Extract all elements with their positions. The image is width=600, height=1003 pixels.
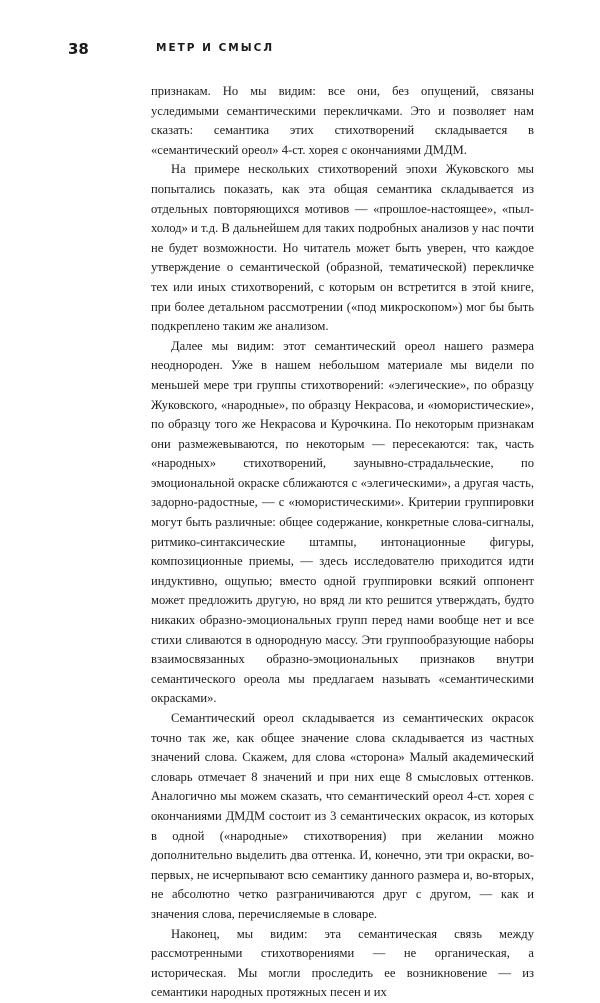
body-text bbox=[151, 82, 534, 1003]
running-title: МЕТР И СМЫСЛ bbox=[156, 42, 275, 54]
paragraph-continuation: признакам. Но мы видим: все они, без опущений, связаны уследимыми семантическими перекличками. Это и позволяет нам сказать: семантика этих стихотворений складывается в «семантический ореол» 4-ст. хорея с окончаниями ДМДМ. bbox=[151, 84, 534, 157]
page-header bbox=[68, 40, 540, 60]
paragraph: Наконец, мы видим: эта семантическая связь между рассмотренными стихотворениями — не органическая, а историческая. Мы могли проследить ее возникновение — из семантики народных протяжных песен и их bbox=[151, 926, 534, 1000]
paragraph: На примере нескольких стихотворений эпохи Жуковского мы попытались показать, как эта общая семантика складывается из отдельных повторяющихся мотивов — «прошлое-настоящее», «пыл-холод» и т.д. В дальнейшем для таких подробных анализов у нас почти не будет возможности. Но читатель может быть уверен, что каждое утверждение о семантической (образной, тематической) перекличке тех или иных стихотворений, с которым он встретится в этой книге, при более детальном рассмотрении («под микроскопом») мог бы быть подкреплено таким же анализом. bbox=[151, 162, 534, 334]
paragraph: Далее мы видим: этот семантический ореол нашего размера неоднороден. Уже в нашем небольшом материале мы видели по меньшей мере три группы стихотворений: «элегические», по образцу Жуковского, «народные», по образцу Некрасова, и «юмористические», по образцу того же Некрасова и Курочкина. По некоторым признакам они размежевываются, по некоторым — пересекаются: так, часть «народных» стихотворений, заунывно-страдальческие, по эмоциональной окраске сближаются с «элегическими», а другая часть, задорно-радостные, — с «юмористическими». Критерии группировки могут быть различные: общее содержание, конкретные слова-сигналы, ритмико-синтаксические штампы, интонационные фигуры, композиционные приемы, — здесь исследователю приходится идти индуктивно, ощупью; вместо одной группировки всякий оппонент может предложить другую, но вряд ли кто решится утверждать, будто никаких образно-эмоциональных групп перед нами вообще нет и все стихи сливаются в однородную массу. Эти группообразующие наборы взаимосвязанных образно-эмоциональных признаков внутри семантического ореола мы предлагаем называть «семантическими окрасками». bbox=[151, 338, 534, 706]
paragraph: Семантический ореол складывается из семантических окрасок точно так же, как общее значение слова складывается из частных значений слова. Скажем, для слова «сторона» Малый академический словарь отмечает 8 значений и при них еще 8 смысловых оттенков. Аналогично мы можем сказать, что семантический ореол 4-ст. хорея с окончаниями ДМДМ состоит из 3 семантических окрасок, из которых в одной («народные» стихотворения) при желании можно дополнительно выделить два оттенка. И, конечно, эти три окраски, во-первых, не исчерпывают всю семантику данного размера и, во-вторых, не абсолютно четко разграничиваются друг с другом, — как и значения слова, перечисляемые в словаре. bbox=[151, 711, 534, 921]
page-number: 38 bbox=[68, 40, 89, 58]
